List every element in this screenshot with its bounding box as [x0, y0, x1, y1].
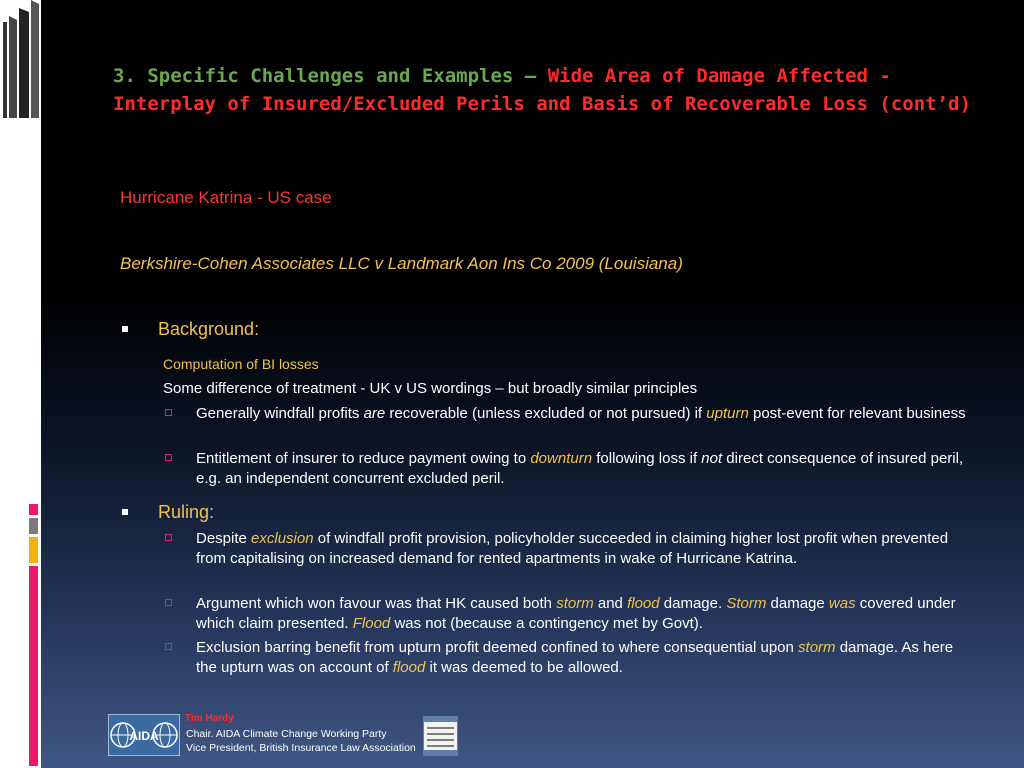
text-run: following loss if	[592, 450, 702, 467]
text-run-italic: not	[701, 450, 723, 467]
accent-bar-red	[29, 504, 38, 515]
text-run: covered under which claim presented.	[196, 595, 956, 632]
presenter-role-2: Vice President, British Insurance Law Association	[186, 742, 416, 754]
text-run: Generally windfall profits	[196, 405, 364, 422]
case-subtitle: Hurricane Katrina - US case	[120, 188, 332, 207]
text-run: direct consequence of insured peril, e.g. an independent concurrent excluded peril.	[196, 450, 964, 487]
text-run: was not (because a contingency met by Govt).	[390, 615, 703, 632]
text-run-highlight: was	[828, 595, 856, 612]
text-run-highlight: exclusion	[251, 530, 314, 547]
text-run: damage.	[659, 595, 727, 612]
accent-bar-pink	[29, 566, 38, 766]
text-run-highlight: flood	[627, 595, 660, 612]
text-run: damage	[766, 595, 829, 612]
title-part-green: 3. Specific Challenges and Examples –	[113, 65, 548, 87]
text-run: and	[593, 595, 628, 612]
text-run-italic: are	[363, 405, 386, 422]
sub-bullet-icon	[165, 454, 172, 461]
background-item-windfall	[196, 404, 976, 424]
text-run-highlight: storm	[798, 639, 836, 656]
text-run-highlight: Storm	[726, 595, 767, 612]
accent-bar-yellow	[29, 537, 38, 563]
computation-line: Computation of BI losses	[163, 356, 319, 372]
globe-icon	[109, 715, 179, 755]
difference-line: Some difference of treatment - UK v US wordings – but broadly similar principles	[163, 380, 698, 397]
aida-logo	[108, 714, 180, 756]
text-run-highlight: flood	[392, 659, 426, 676]
text-run-highlight: downturn	[530, 450, 593, 467]
case-name: Berkshire-Cohen Associates LLC v Landmark Aon Ins Co 2009 (Louisiana)	[120, 254, 683, 273]
sub-bullet-icon	[165, 599, 172, 606]
text-run: it was deemed to be allowed.	[425, 659, 623, 676]
title-part-red: Wide Area of Damage Affected -	[547, 65, 891, 87]
accent-bar-gray	[29, 518, 38, 534]
presenter-name: Tim Hardy	[185, 713, 234, 724]
sub-bullet-icon	[165, 409, 172, 416]
bila-logo-mark	[424, 717, 457, 755]
text-run: Despite	[196, 530, 252, 547]
bullet-square-icon	[122, 509, 128, 515]
title-line-2: Interplay of Insured/Excluded Perils and Basis of Recoverable Loss (cont’d)	[113, 93, 971, 115]
text-run-highlight: Flood	[352, 615, 391, 632]
text-run: Entitlement of insurer to reduce payment owing to	[196, 450, 531, 467]
background-item-entitlement	[196, 449, 976, 489]
window-panels-icon	[1, 0, 39, 120]
text-run: post-event for relevant business	[748, 405, 966, 422]
background-heading: Background:	[158, 319, 260, 339]
text-run: damage. As here the upturn was on account of	[196, 639, 954, 676]
ruling-item-exclusion	[196, 638, 976, 678]
aida-logo-text: AIDA	[129, 729, 159, 743]
text-run: recoverable (unless excluded or not pursued) if	[385, 405, 707, 422]
ruling-heading: Ruling:	[158, 502, 215, 522]
text-run: of windfall profit provision, policyholder succeeded in claiming higher lost profit when prevented from capitalising on increased demand for rented apartments in wake of Hurricane Katrina.	[196, 530, 949, 567]
slide-title	[113, 62, 993, 118]
text-run-highlight: upturn	[706, 405, 749, 422]
text-run: Argument which won favour was that HK caused both	[196, 595, 557, 612]
sub-bullet-icon	[165, 534, 172, 541]
presenter-role-1: Chair. AIDA Climate Change Working Party	[186, 728, 387, 740]
left-white-strip	[0, 0, 41, 768]
text-run: Exclusion barring benefit from upturn profit deemed confined to where consequential upon	[196, 639, 799, 656]
sub-bullet-icon	[165, 643, 172, 650]
bila-logo	[423, 716, 458, 756]
ruling-item-despite	[196, 529, 976, 569]
bullet-square-icon	[122, 326, 128, 332]
ruling-item-argument	[196, 594, 976, 634]
text-run-highlight: storm	[556, 595, 594, 612]
